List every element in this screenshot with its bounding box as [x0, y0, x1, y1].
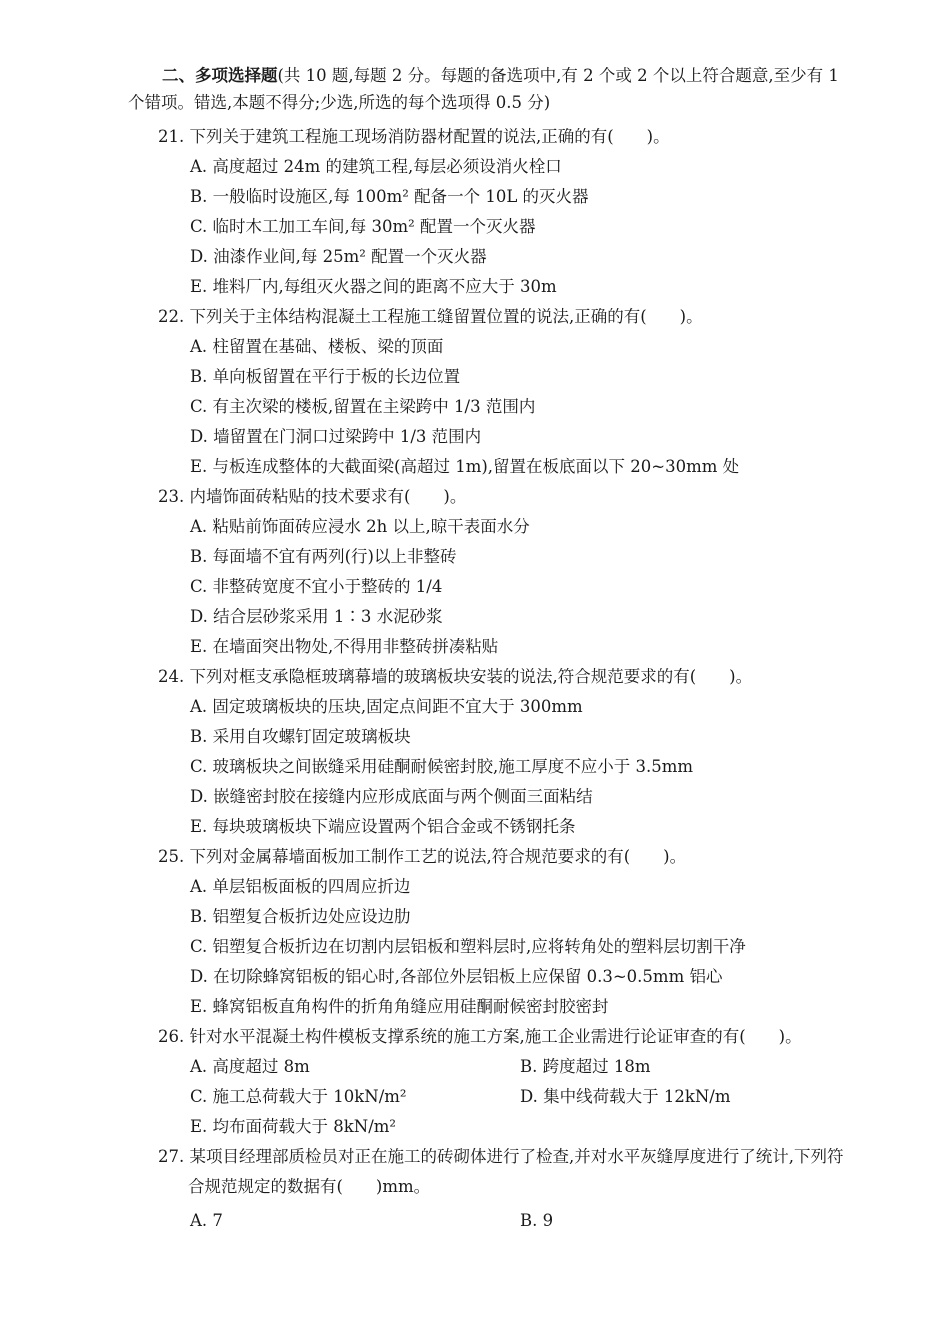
section-title: 二、多项选择题	[162, 66, 278, 85]
question-27	[128, 1142, 850, 1236]
option-d: D. 结合层砂浆采用 1∶3 水泥砂浆	[190, 607, 443, 626]
option-c: C. 铝塑复合板折边在切割内层铝板和塑料层时,应将转角处的塑料层切割干净	[190, 937, 746, 956]
option-e: E. 在墙面突出物处,不得用非整砖拼凑粘贴	[190, 637, 499, 656]
section-header	[128, 62, 850, 116]
option-e: E. 每块玻璃板块下端应设置两个铝合金或不锈钢托条	[190, 817, 576, 836]
option-a: A. 粘贴前饰面砖应浸水 2h 以上,晾干表面水分	[190, 517, 530, 536]
option-b: B. 铝塑复合板折边处应设边肋	[190, 907, 411, 926]
question-21	[128, 122, 850, 302]
question-stem: 24. 下列对框支承隐框玻璃幕墙的玻璃板块安装的说法,符合规范要求的有( )。	[158, 667, 753, 686]
question-25	[128, 842, 850, 1022]
question-24	[128, 662, 850, 842]
option-a: A. 柱留置在基础、楼板、梁的顶面	[190, 337, 444, 356]
question-stem: 21. 下列关于建筑工程施工现场消防器材配置的说法,正确的有( )。	[158, 127, 670, 146]
option-row	[190, 1082, 850, 1112]
question-stem: 23. 内墙饰面砖粘贴的技术要求有( )。	[158, 487, 467, 506]
option-b: B. 采用自攻螺钉固定玻璃板块	[190, 727, 411, 746]
option-a: A. 高度超过 24m 的建筑工程,每层必须设消火栓口	[190, 157, 562, 176]
option-c: C. 非整砖宽度不宜小于整砖的 1/4	[190, 577, 443, 596]
option-a: A. 高度超过 8m	[190, 1057, 310, 1076]
option-row	[190, 1206, 850, 1236]
option-b: B. 一般临时设施区,每 100m² 配备一个 10L 的灭火器	[190, 187, 589, 206]
option-a: A. 7	[190, 1211, 223, 1230]
option-c: C. 施工总荷载大于 10kN/m²	[190, 1087, 407, 1106]
option-b: B. 单向板留置在平行于板的长边位置	[190, 367, 461, 386]
option-b: B. 9	[520, 1211, 554, 1230]
option-b: B. 跨度超过 18m	[520, 1057, 651, 1076]
option-e: E. 与板连成整体的大截面梁(高超过 1m),留置在板底面以下 20~30mm 处	[190, 457, 740, 476]
option-row	[190, 1052, 850, 1082]
section-instructions: (共 10 题,每题 2 分。每题的备选项中,有 2 个或 2 个以上符合题意,至少有 1 个错项。错选,本题不得分;少选,所选的每个选项得 0.5 分)	[128, 66, 839, 112]
question-stem: 26. 针对水平混凝土构件模板支撑系统的施工方案,施工企业需进行论证审查的有( )。	[158, 1027, 802, 1046]
option-a: A. 单层铝板面板的四周应折边	[190, 877, 411, 896]
question-stem: 25. 下列对金属幕墙面板加工制作工艺的说法,符合规范要求的有( )。	[158, 847, 687, 866]
question-26	[128, 1022, 850, 1142]
option-d: D. 在切除蜂窝铝板的铝心时,各部位外层铝板上应保留 0.3~0.5mm 铝心	[190, 967, 723, 986]
option-d: D. 集中线荷载大于 12kN/m	[520, 1087, 731, 1106]
question-stem: 22. 下列关于主体结构混凝土工程施工缝留置位置的说法,正确的有( )。	[158, 307, 703, 326]
option-b: B. 每面墙不宜有两列(行)以上非整砖	[190, 547, 457, 566]
option-d: D. 油漆作业间,每 25m² 配置一个灭火器	[190, 247, 487, 266]
question-22	[128, 302, 850, 482]
option-c: C. 临时木工加工车间,每 30m² 配置一个灭火器	[190, 217, 536, 236]
option-e: E. 均布面荷载大于 8kN/m²	[190, 1117, 397, 1136]
option-c: C. 有主次梁的楼板,留置在主梁跨中 1/3 范围内	[190, 397, 536, 416]
option-d: D. 墙留置在门洞口过梁跨中 1/3 范围内	[190, 427, 482, 446]
option-e: E. 蜂窝铝板直角构件的折角角缝应用硅酮耐候密封胶密封	[190, 997, 609, 1016]
option-e: E. 堆料厂内,每组灭火器之间的距离不应大于 30m	[190, 277, 557, 296]
question-23	[128, 482, 850, 662]
question-stem: 27. 某项目经理部质检员对正在施工的砖砌体进行了检查,并对水平灰缝厚度进行了统计,下列符合规范规定的数据有( )mm。	[158, 1147, 844, 1196]
option-d: D. 嵌缝密封胶在接缝内应形成底面与两个侧面三面粘结	[190, 787, 593, 806]
option-a: A. 固定玻璃板块的压块,固定点间距不宜大于 300mm	[190, 697, 583, 716]
option-c: C. 玻璃板块之间嵌缝采用硅酮耐候密封胶,施工厚度不应小于 3.5mm	[190, 757, 694, 776]
